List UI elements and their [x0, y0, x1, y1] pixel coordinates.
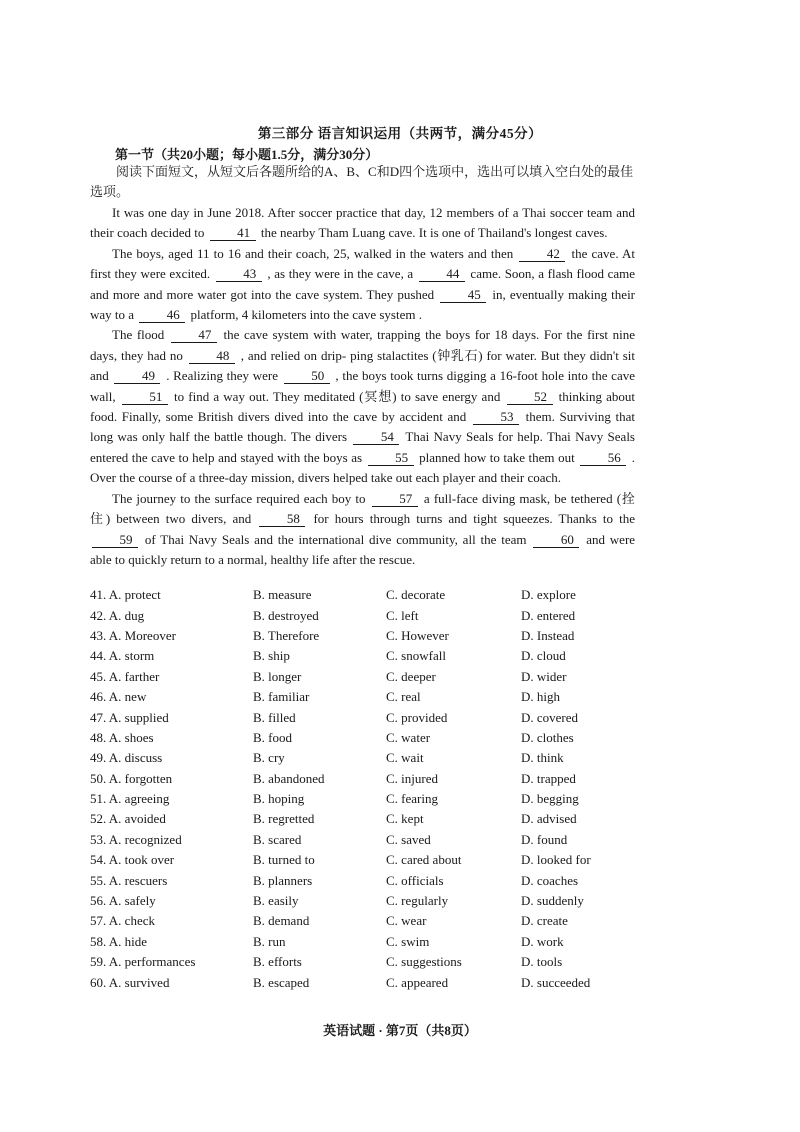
option-row	[90, 830, 650, 850]
option-b: B. filled	[253, 709, 296, 725]
option-row	[90, 891, 650, 911]
option-b: B. abandoned	[253, 770, 325, 786]
blank-43: 43	[216, 267, 262, 282]
option-b: B. run	[253, 933, 286, 949]
option-row	[90, 605, 650, 625]
option-c: C. fearing	[386, 791, 438, 807]
passage-text: , and relied on drip- ping stalactites (钟乳石) for water. But they didn't sit and	[90, 347, 636, 384]
option-a: 54. A. took over	[90, 852, 175, 868]
blank-45: 45	[440, 288, 486, 303]
blank-49: 49	[114, 369, 160, 384]
passage-text: . Realizing they were	[166, 368, 278, 384]
blank-55: 55	[368, 451, 414, 466]
section-title: 第三部分 语言知识运用（共两节，满分45分）	[257, 126, 543, 141]
option-a: 42. A. dug	[90, 607, 145, 623]
option-c: C. regularly	[386, 893, 449, 909]
option-row	[90, 748, 650, 768]
passage-text: the cave system with water, trapping the boys for 18 days. For the first nine days, they had no	[90, 327, 636, 363]
option-row	[90, 932, 650, 952]
option-c: C. real	[386, 689, 421, 705]
option-row	[90, 687, 650, 707]
option-a: 47. A. supplied	[90, 709, 169, 725]
passage-text: the cave. At first they were excited.	[90, 245, 635, 282]
passage-text: them. Surviving that long was only half the battle though. The divers	[90, 409, 636, 445]
passage-text: , the boys took turns digging a 16-foot hole into the cave wall,	[90, 368, 635, 404]
option-d: D. tools	[521, 954, 563, 970]
option-row	[90, 850, 650, 870]
blank-50: 50	[284, 369, 330, 384]
option-row	[90, 585, 650, 605]
passage-text: and were able to quickly return to a normal, healthy life after the rescue.	[90, 531, 636, 567]
option-b: B. longer	[253, 668, 302, 684]
option-d: D. work	[521, 933, 564, 949]
blank-56: 56	[580, 451, 626, 466]
blank-59: 59	[92, 533, 138, 548]
option-b: B. cry	[253, 750, 285, 766]
passage-text: thinking about food. Finally, some British divers dived into the cave by accident and	[90, 388, 636, 425]
option-b: B. familiar	[253, 689, 310, 705]
option-d: D. covered	[521, 709, 579, 725]
passage-text: to find a way out. They meditated (冥想) to save energy and	[173, 388, 501, 404]
option-d: D. begging	[521, 791, 579, 807]
passage-text: The boys, aged 11 to 16 and their coach, 25, walked in the waters and then	[112, 245, 514, 261]
option-d: D. entered	[521, 607, 576, 623]
option-a: 43. A. Moreover	[90, 627, 176, 643]
option-a: 60. A. survived	[90, 974, 170, 990]
option-c: C. provided	[386, 709, 448, 725]
option-d: D. advised	[521, 811, 577, 827]
option-c: C. wear	[386, 913, 427, 929]
option-a: 45. A. farther	[90, 668, 160, 684]
blank-47: 47	[171, 328, 217, 343]
option-a: 52. A. avoided	[90, 811, 166, 827]
blank-41: 41	[210, 226, 256, 241]
option-b: B. escaped	[253, 974, 310, 990]
option-a: 46. A. new	[90, 689, 147, 705]
option-c: C. deeper	[386, 668, 436, 684]
option-c: C. suggestions	[386, 954, 462, 970]
option-d: D. succeeded	[521, 974, 591, 990]
passage-text: . Over the course of a three-day mission, divers helped take out each player and their coach.	[90, 449, 635, 486]
option-b: B. scared	[253, 831, 302, 847]
option-d: D. clothes	[521, 729, 574, 745]
option-b: B. easily	[253, 893, 299, 909]
blank-42: 42	[519, 247, 565, 262]
passage-text: for hours through turns and tight squeezes. Thanks to the	[313, 511, 635, 527]
option-d: D. explore	[521, 587, 576, 603]
blank-52: 52	[507, 390, 553, 405]
option-c: C. water	[386, 729, 431, 745]
blank-58: 58	[259, 512, 305, 527]
option-row	[90, 972, 650, 992]
option-b: B. turned to	[253, 852, 315, 868]
option-a: 57. A. check	[90, 913, 155, 929]
option-row	[90, 769, 650, 789]
option-c: C. However	[386, 627, 449, 643]
option-b: B. ship	[253, 648, 290, 664]
option-row	[90, 809, 650, 829]
passage-text: the nearby Tham Luang cave. It is one of Thailand's longest caves.	[260, 225, 608, 241]
option-c: C. swim	[386, 933, 430, 949]
option-row	[90, 667, 650, 687]
option-d: D. coaches	[521, 872, 579, 888]
option-d: D. cloud	[521, 648, 566, 664]
passage-text: It was one day in June 2018. After soccer practice that day, 12 members of a Thai soccer team and their coach decided to	[90, 205, 635, 241]
cloze-passage	[90, 203, 635, 570]
passage-text: came. Soon, a flash flood came and more and more water got into the cave system. They pushed	[90, 266, 636, 302]
blank-60: 60	[533, 533, 579, 548]
option-b: B. food	[253, 729, 292, 745]
passage-text: a full-face diving mask, be tethered (拴住) between two divers, and	[90, 490, 635, 527]
blank-44: 44	[419, 267, 465, 282]
option-d: D. wider	[521, 668, 567, 684]
option-c: C. left	[386, 607, 419, 623]
passage-text: , as they were in the cave, a	[267, 266, 414, 282]
option-row	[90, 789, 650, 809]
blank-51: 51	[122, 390, 168, 405]
passage-text: platform, 4 kilometers into the cave system .	[190, 307, 422, 323]
option-c: C. officials	[386, 872, 444, 888]
passage-text: The journey to the surface required each boy to	[112, 490, 366, 506]
option-row	[90, 626, 650, 646]
blank-57: 57	[372, 492, 418, 507]
passage-text: The flood	[112, 327, 165, 343]
option-a: 59. A. performances	[90, 954, 196, 970]
blank-53: 53	[473, 410, 519, 425]
option-a: 44. A. storm	[90, 648, 155, 664]
option-b: B. regretted	[253, 811, 315, 827]
blank-54: 54	[353, 430, 399, 445]
option-a: 53. A. recognized	[90, 831, 182, 847]
option-c: C. appeared	[386, 974, 449, 990]
option-b: B. demand	[253, 913, 310, 929]
option-d: D. create	[521, 913, 568, 929]
option-b: B. measure	[253, 587, 312, 603]
option-c: C. cared about	[386, 852, 462, 868]
option-d: D. looked for	[521, 852, 591, 868]
option-d: D. Instead	[521, 627, 575, 643]
option-b: B. efforts	[253, 954, 302, 970]
instructions: 阅读下面短文，从短文后各题所给的A、B、C和D四个选项中，选出可以填入空白处的最佳选项。	[90, 164, 634, 199]
option-a: 51. A. agreeing	[90, 791, 170, 807]
option-d: D. high	[521, 689, 560, 705]
paragraph-1	[90, 203, 635, 244]
option-b: B. Therefore	[253, 627, 320, 643]
paragraph-2	[90, 244, 635, 326]
option-d: D. think	[521, 750, 564, 766]
option-d: D. found	[521, 831, 568, 847]
option-a: 48. A. shoes	[90, 729, 154, 745]
option-a: 56. A. safely	[90, 893, 156, 909]
passage-text: in, eventually making their way to a	[90, 286, 636, 323]
blank-46: 46	[139, 308, 185, 323]
option-b: B. planners	[253, 872, 313, 888]
option-b: B. destroyed	[253, 607, 319, 623]
option-row	[90, 646, 650, 666]
page-footer: 英语试题 · 第7页（共8页）	[323, 1023, 477, 1038]
passage-text: of Thai Navy Seals and the international dive community, all the team	[144, 531, 527, 547]
option-c: C. injured	[386, 770, 438, 786]
passage-text: planned how to take them out	[419, 449, 575, 465]
option-c: C. kept	[386, 811, 424, 827]
option-row	[90, 911, 650, 931]
option-a: 41. A. protect	[90, 587, 161, 603]
option-d: D. suddenly	[521, 893, 584, 909]
option-c: C. wait	[386, 750, 424, 766]
answer-options	[90, 585, 650, 993]
option-c: C. snowfall	[386, 648, 446, 664]
option-b: B. hoping	[253, 791, 305, 807]
option-c: C. decorate	[386, 587, 446, 603]
passage-text: Thai Navy Seals for help. Thai Navy Seals entered the cave to help and stayed with the boys as	[90, 429, 635, 465]
option-a: 55. A. rescuers	[90, 872, 168, 888]
option-row	[90, 707, 650, 727]
option-a: 58. A. hide	[90, 933, 148, 949]
option-a: 49. A. discuss	[90, 750, 163, 766]
option-c: C. saved	[386, 831, 431, 847]
section-subtitle: 第一节（共20小题；每小题1.5分，满分30分）	[115, 147, 379, 162]
blank-48: 48	[189, 349, 235, 364]
option-row	[90, 870, 650, 890]
option-row	[90, 728, 650, 748]
option-row	[90, 952, 650, 972]
paragraph-4	[90, 489, 635, 571]
option-a: 50. A. forgotten	[90, 770, 173, 786]
option-d: D. trapped	[521, 770, 576, 786]
paragraph-3	[90, 325, 635, 488]
